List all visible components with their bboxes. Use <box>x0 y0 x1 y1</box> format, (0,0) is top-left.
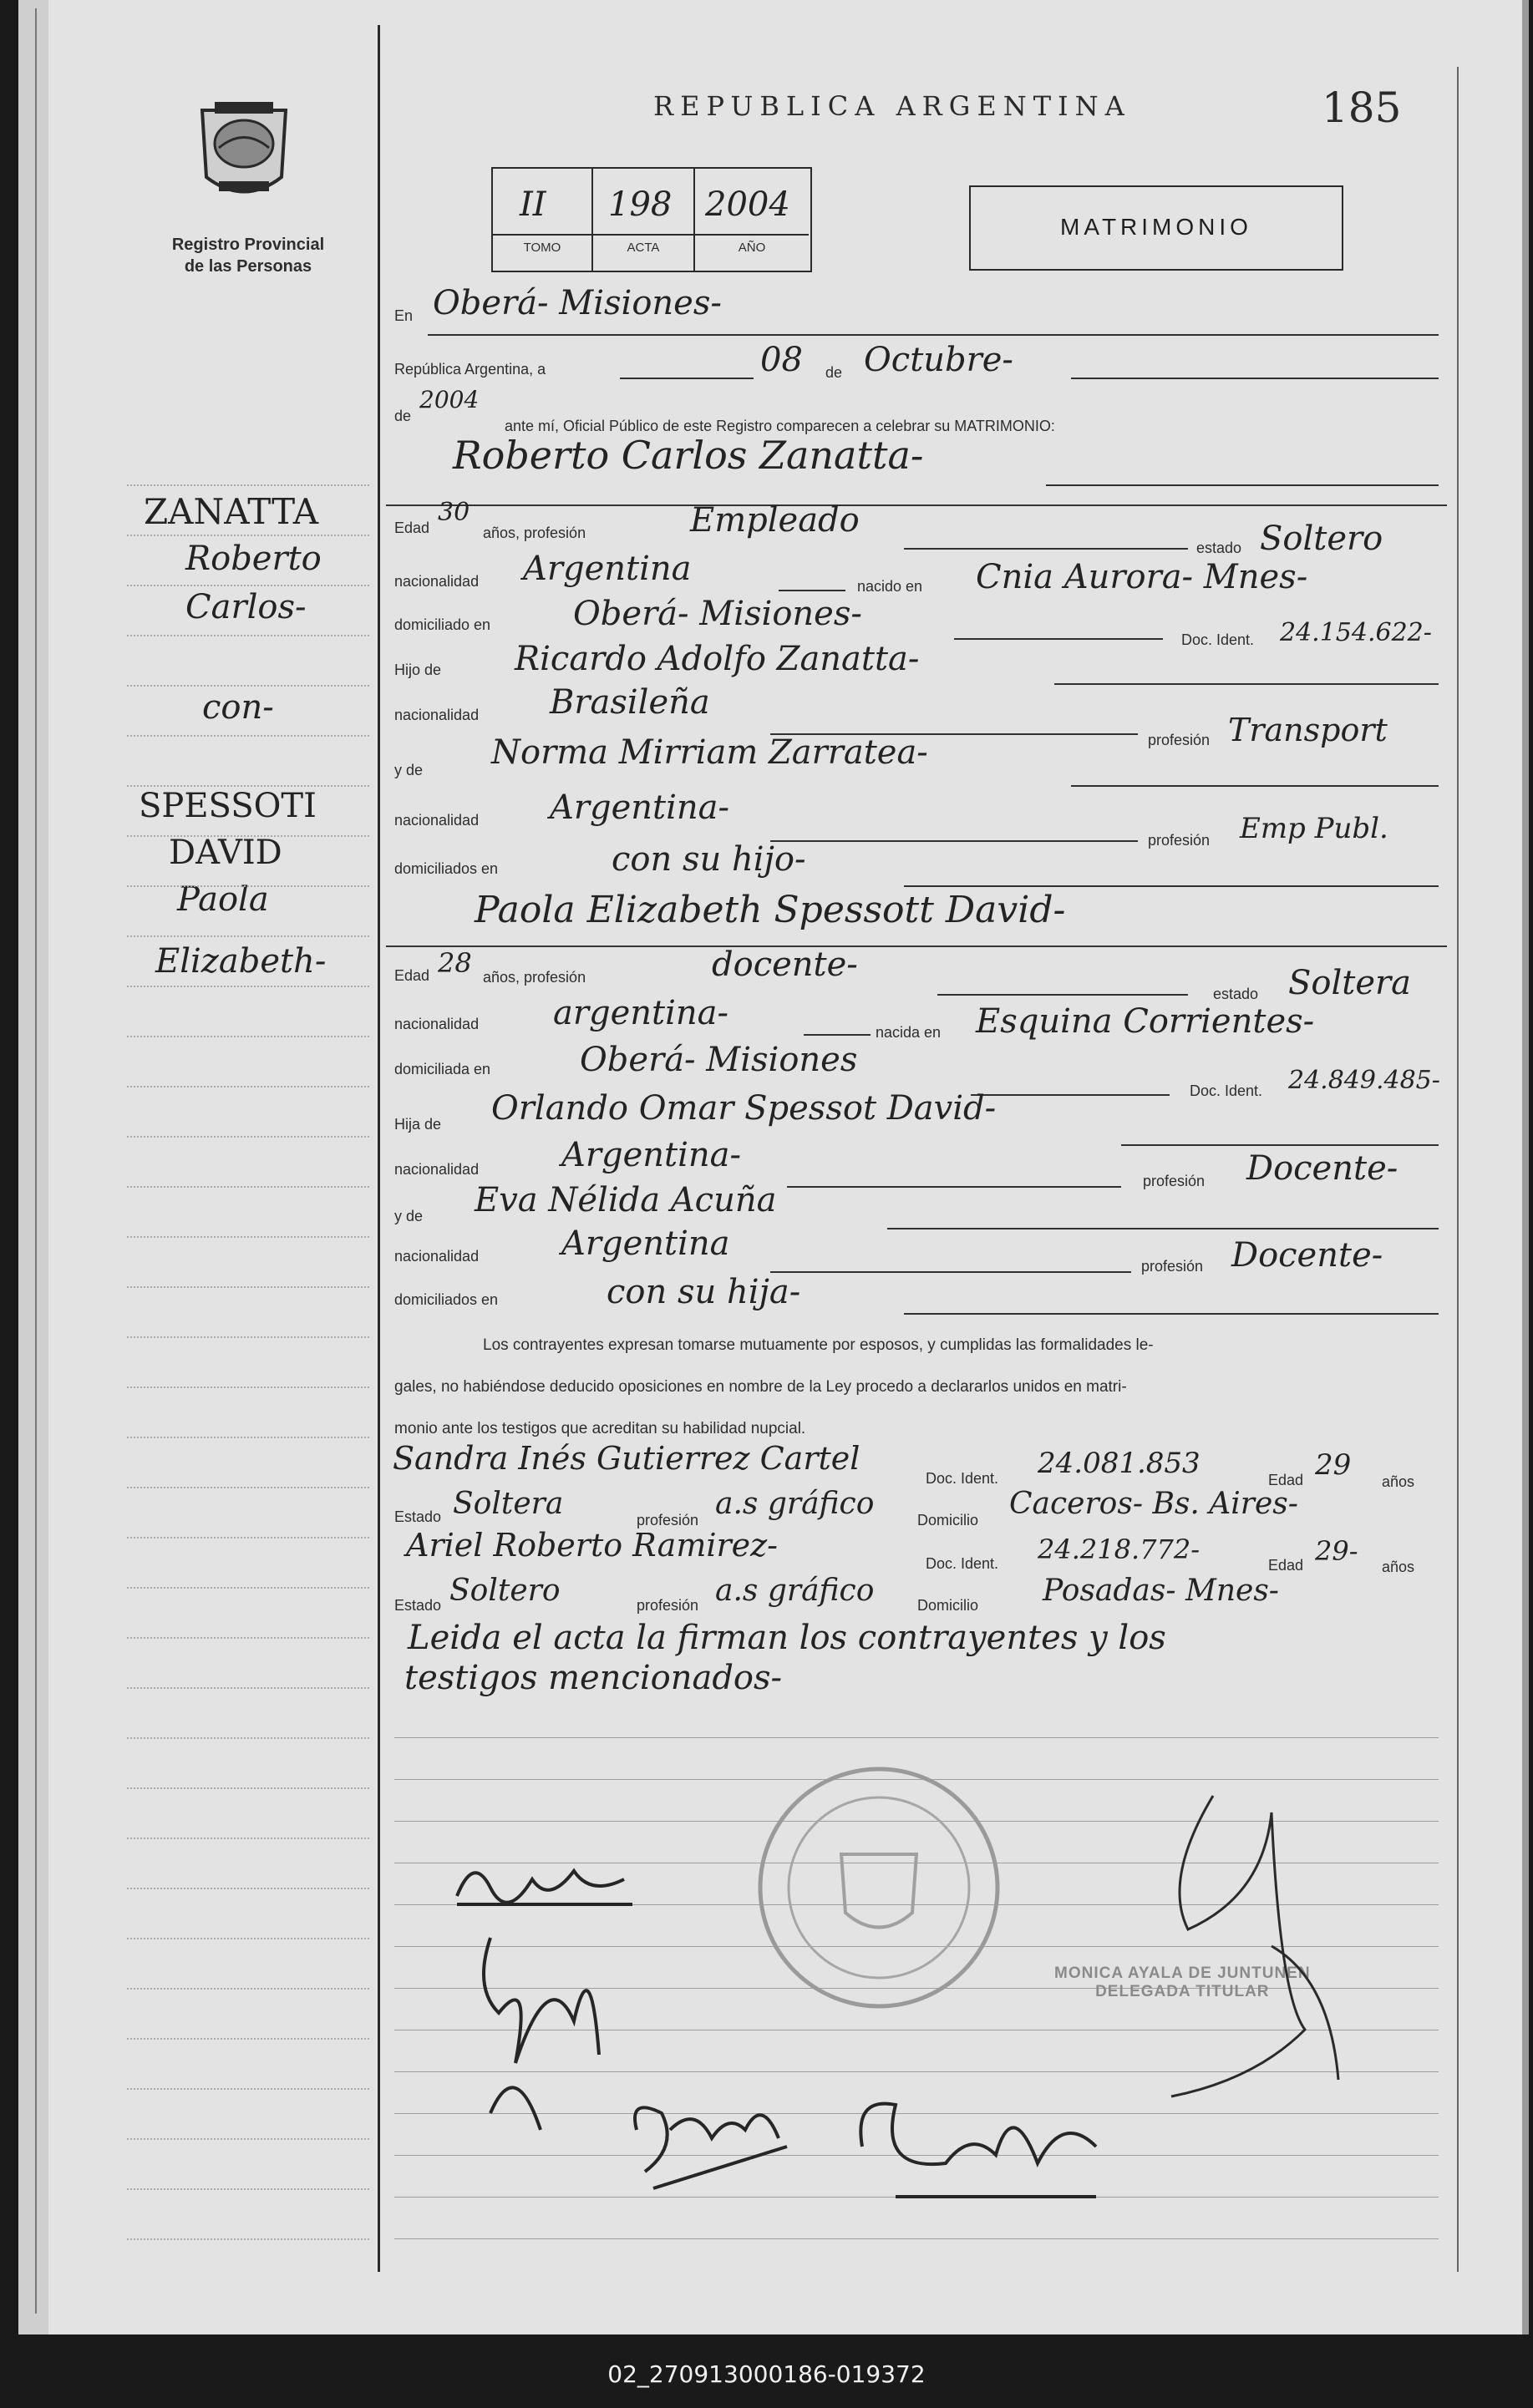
witness1-doc: 24.081.853 <box>1038 1447 1201 1480</box>
bride-birthplace: Esquina Corrientes- <box>976 1002 1315 1041</box>
officer-signature-icon <box>1138 1779 1388 2130</box>
witness2-edad-label: Edad <box>1268 1557 1304 1574</box>
bride-father: Orlando Omar Spessot David- <box>491 1089 997 1128</box>
month: Octubre- <box>864 341 1013 379</box>
witness2-estado: Soltero <box>449 1574 561 1608</box>
witness1-estado: Soltera <box>453 1487 564 1521</box>
groom-father-nac-label: nacionalidad <box>394 707 480 723</box>
groom-doc: 24.154.622- <box>1280 618 1432 647</box>
folio-number: 185 <box>1322 84 1402 132</box>
witness1-name: Sandra Inés Gutierrez Cartel <box>393 1440 860 1477</box>
office-name: Registro Provincial de las Personas <box>171 236 325 276</box>
witness1-edad-label: Edad <box>1268 1472 1304 1488</box>
margin-line-5: SPESSOTI <box>139 787 317 825</box>
bride-dom-label: domiciliada en <box>394 1061 491 1077</box>
witness1-profession: a.s gráfico <box>715 1487 875 1521</box>
witness1-anios-label: años <box>1382 1473 1415 1490</box>
bride-nacida-label: nacida en <box>876 1024 942 1041</box>
closing-line2: testigos mencionados- <box>404 1659 783 1697</box>
registry-seal-icon <box>754 1762 1004 2013</box>
bride-doc: 24.849.485- <box>1288 1066 1440 1095</box>
page-gutter <box>18 0 48 2334</box>
outer-left-rule <box>35 8 37 2314</box>
groom-father-profession: Transport <box>1228 712 1388 748</box>
groom-nac-label: nacionalidad <box>394 573 480 590</box>
republica-label: República Argentina, a <box>394 361 546 378</box>
tomo-value: II <box>520 185 546 224</box>
margin-line-6: DAVID <box>169 834 282 872</box>
de2-label: de <box>394 408 412 424</box>
bride-nationality: argentina- <box>553 994 728 1032</box>
bride-father-profession: Docente- <box>1246 1149 1398 1188</box>
groom-mother-nac-label: nacionalidad <box>394 812 480 829</box>
groom-hijo-label: Hijo de <box>394 662 442 678</box>
witness2-dom-label: Domicilio <box>917 1597 979 1614</box>
bride-doc-label: Doc. Ident. <box>1190 1082 1263 1099</box>
groom-father-nationality: Brasileña <box>550 683 710 722</box>
witness1-estado-label: Estado <box>394 1508 442 1525</box>
witness1-domicile: Caceros- Bs. Aires- <box>1009 1487 1298 1521</box>
groom-yde-label: y de <box>394 762 424 778</box>
declaration-line1: Los contrayentes expresan tomarse mutuamente por esposos, y cumplidas las formalidades le- <box>483 1336 1154 1354</box>
closing-line1: Leida el acta la firman los contrayentes y los <box>408 1619 1166 1657</box>
anio-label: AÑO <box>738 241 766 255</box>
margin-line-8: Elizabeth- <box>155 942 327 981</box>
groom-dom-label: domiciliado en <box>394 616 491 633</box>
bride-parents-dom-label: domiciliados en <box>394 1291 499 1308</box>
groom-edad-label: Edad <box>394 520 430 536</box>
groom-mother: Norma Mirriam Zarratea- <box>491 733 928 772</box>
bride-mother-prof-label: profesión <box>1141 1258 1204 1275</box>
witness1-prof-label: profesión <box>637 1512 699 1528</box>
margin-line-7: Paola <box>177 880 269 919</box>
witness2-domicile: Posadas- Mnes- <box>1043 1574 1279 1608</box>
right-edge-rule <box>1457 67 1459 2272</box>
bride-father-nac-label: nacionalidad <box>394 1161 480 1178</box>
acta-label: ACTA <box>627 241 660 255</box>
groom-estado-label: estado <box>1196 540 1242 556</box>
declaration-line2: gales, no habiéndose deducido oposiciones en nombre de la Ley procedo a declararlos unidos en matri- <box>394 1378 1127 1396</box>
bride-father-prof-label: profesión <box>1143 1173 1206 1189</box>
bride-mother-nac-label: nacionalidad <box>394 1248 480 1265</box>
witness2-name: Ariel Roberto Ramirez- <box>406 1527 779 1564</box>
bride-mother-profession: Docente- <box>1231 1236 1383 1275</box>
witness2-estado-label: Estado <box>394 1597 442 1614</box>
bride-yde-label: y de <box>394 1208 424 1224</box>
bride-estado: Soltera <box>1288 964 1411 1002</box>
groom-birthplace: Cnia Aurora- Mnes- <box>976 558 1308 596</box>
groom-profession: Empleado <box>690 501 860 540</box>
groom-nationality: Argentina <box>523 550 692 588</box>
groom-nacido-label: nacido en <box>857 578 923 595</box>
bride-anios-prof-label: años, profesión <box>483 969 586 986</box>
groom-anios-prof-label: años, profesión <box>483 525 586 541</box>
groom-name: Roberto Carlos Zanatta- <box>453 433 924 478</box>
de-label: de <box>825 364 843 381</box>
groom-domicile: Oberá- Misiones- <box>573 595 862 633</box>
bride-profession: docente- <box>712 945 858 984</box>
margin-line-2: Roberto <box>185 540 322 578</box>
bride-edad-label: Edad <box>394 967 430 984</box>
bride-parents-domicile: con su hija- <box>607 1273 801 1311</box>
witness2-profession: a.s gráfico <box>715 1574 875 1608</box>
official-stamp: MONICA AYALA DE JUNTUNEN DELEGADA TITULAR <box>1054 1964 1311 2000</box>
witness2-anios-label: años <box>1382 1559 1415 1575</box>
bride-domicile: Oberá- Misiones <box>580 1041 858 1079</box>
groom-mother-nationality: Argentina- <box>550 788 730 827</box>
bride-estado-label: estado <box>1213 986 1259 1002</box>
bride-signature-icon <box>620 2080 829 2205</box>
groom-father: Ricardo Adolfo Zanatta- <box>515 640 920 678</box>
year: 2004 <box>419 386 480 413</box>
witness1-doc-label: Doc. Ident. <box>926 1470 999 1487</box>
witness2-doc-label: Doc. Ident. <box>926 1555 999 1572</box>
bride-nac-label: nacionalidad <box>394 1016 480 1032</box>
witness1-dom-label: Domicilio <box>917 1512 979 1528</box>
tomo-label: TOMO <box>523 241 561 255</box>
declaration-line3: monio ante los testigos que acreditan su habilidad nupcial. <box>394 1420 806 1437</box>
witness2-prof-label: profesión <box>637 1597 699 1614</box>
groom-parents-domicile: con su hijo- <box>612 840 806 879</box>
bride-mother-nationality: Argentina <box>561 1224 730 1263</box>
groom-mother-prof-label: profesión <box>1148 832 1211 849</box>
groom-parents-dom-label: domiciliados en <box>394 860 499 877</box>
left-margin-rule <box>378 25 380 2272</box>
witness2-doc: 24.218.772- <box>1038 1534 1201 1565</box>
groom-mother-profession: Emp Publ. <box>1240 812 1388 845</box>
register-page <box>18 0 1529 2334</box>
bride-mother: Eva Nélida Acuña <box>475 1181 777 1219</box>
image-caption: 02_270913000186-019372 <box>607 2360 926 2388</box>
anio-value: 2004 <box>705 185 790 224</box>
margin-line-3: Carlos- <box>185 588 307 626</box>
witness2-age: 29- <box>1315 1535 1358 1567</box>
bride-hija-label: Hija de <box>394 1116 442 1133</box>
country-title: REPUBLICA ARGENTINA <box>653 90 1131 122</box>
groom-doc-label: Doc. Ident. <box>1181 631 1255 648</box>
bride-father-nationality: Argentina- <box>561 1136 742 1174</box>
provincial-emblem-icon <box>190 94 298 210</box>
statement: ante mí, Oficial Público de este Registro comparecen a celebrar su MATRIMONIO: <box>505 418 1055 434</box>
groom-estado: Soltero <box>1260 520 1383 558</box>
act-type-label: MATRIMONIO <box>1060 214 1252 240</box>
en-label: En <box>394 307 414 324</box>
bride-age: 28 <box>438 947 472 979</box>
place: Oberá- Misiones- <box>433 284 722 322</box>
witness1-age: 29 <box>1315 1448 1352 1482</box>
margin-line-4: con- <box>202 688 274 727</box>
bride-name: Paola Elizabeth Spessott David- <box>475 889 1066 931</box>
day: 08 <box>760 341 803 379</box>
groom-age: 30 <box>438 498 470 527</box>
margin-line-1: ZANATTA <box>144 491 319 532</box>
witness-signature-icon <box>845 2046 1121 2213</box>
groom-father-prof-label: profesión <box>1148 732 1211 748</box>
acta-value: 198 <box>608 185 673 224</box>
